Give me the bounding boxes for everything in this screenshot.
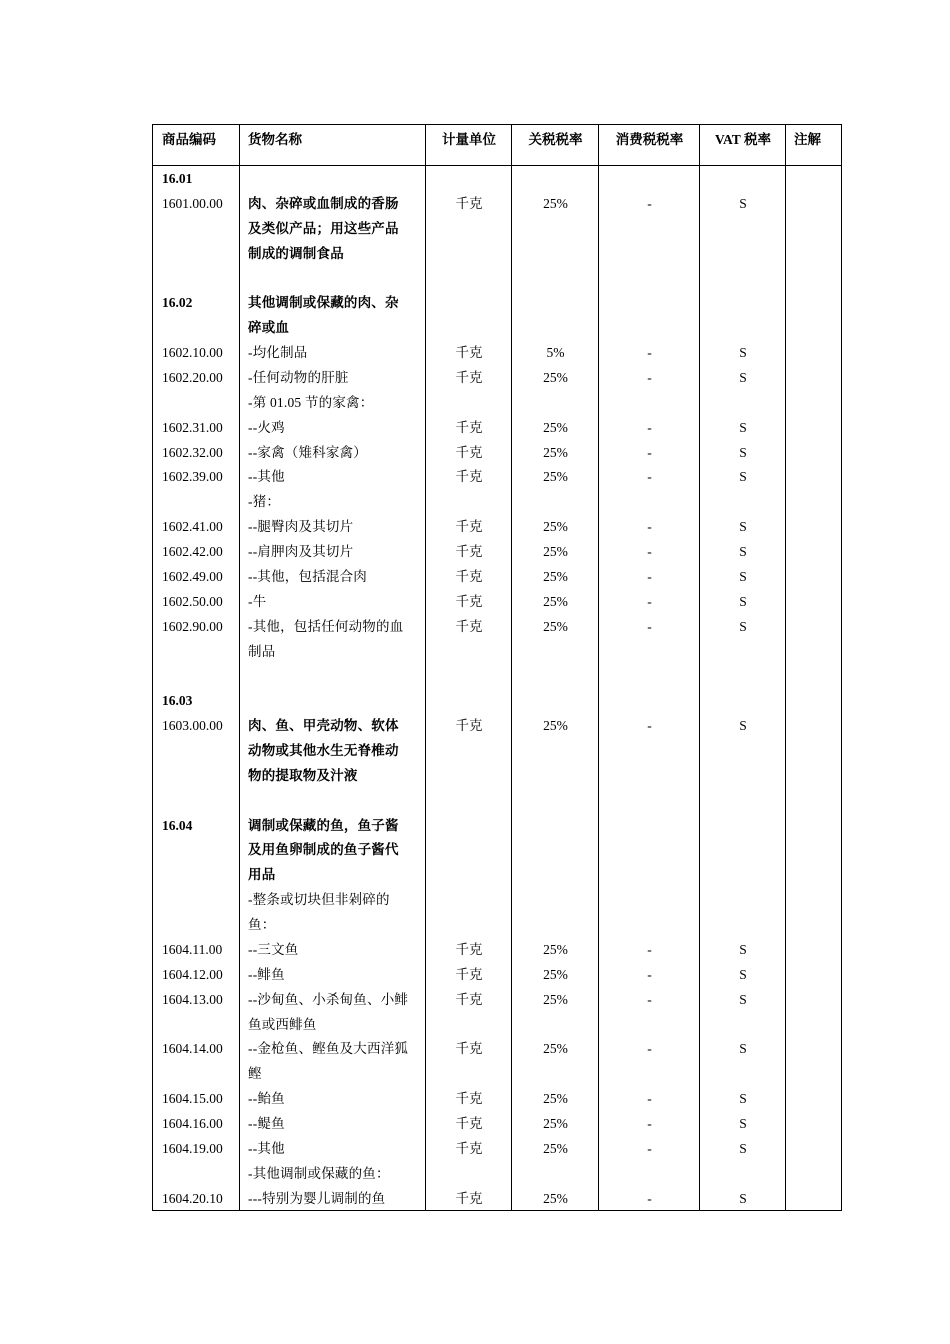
cell-code: 1602.31.00 <box>162 419 223 435</box>
cell-excise: - <box>647 469 652 485</box>
cell-vat: S <box>739 718 747 734</box>
cell-name: --腿臀肉及其切片 <box>248 519 354 535</box>
table-row <box>153 1161 841 1186</box>
cell-unit: 千克 <box>455 941 483 957</box>
cell-tariff: 25% <box>543 568 568 584</box>
cell-excise: - <box>647 419 652 435</box>
cell-tariff: 25% <box>543 519 568 535</box>
cell-tariff: 25% <box>543 618 568 634</box>
cell-vat: S <box>739 469 747 485</box>
cell-tariff: 25% <box>543 1190 568 1206</box>
cell-code: 1604.15.00 <box>162 1091 223 1107</box>
cell-excise: - <box>647 345 652 361</box>
cell-tariff: 5% <box>546 345 565 361</box>
cell-code: 1603.00.00 <box>162 718 223 734</box>
cell-code: 1604.20.10 <box>162 1190 223 1206</box>
cell-name: 调制或保藏的鱼，鱼子酱 <box>248 817 399 833</box>
cell-vat: S <box>739 1190 747 1206</box>
table-row <box>153 390 841 415</box>
cell-unit: 千克 <box>455 444 483 460</box>
tariff-table <box>152 124 842 1211</box>
cell-name: 及用鱼卵制成的鱼子酱代 <box>248 842 399 858</box>
cell-unit: 千克 <box>455 1140 483 1156</box>
cell-unit: 千克 <box>455 544 483 560</box>
cell-name: 肉、杂碎或血制成的香肠 <box>248 195 399 211</box>
cell-tariff: 25% <box>543 1091 568 1107</box>
cell-excise: - <box>647 618 652 634</box>
cell-excise: - <box>647 1116 652 1132</box>
cell-excise: - <box>647 544 652 560</box>
cell-name: --鲱鱼 <box>248 966 285 982</box>
table-row <box>153 962 841 987</box>
cell-unit: 千克 <box>455 519 483 535</box>
cell-tariff: 25% <box>543 444 568 460</box>
cell-excise: - <box>647 941 652 957</box>
cell-vat: S <box>739 941 747 957</box>
cell-code: 1602.32.00 <box>162 444 223 460</box>
cell-vat: S <box>739 618 747 634</box>
cell-tariff: 25% <box>543 1140 568 1156</box>
header-tariff: 关税税率 <box>528 132 583 147</box>
cell-name: 制品 <box>248 643 276 659</box>
cell-vat: S <box>739 593 747 609</box>
cell-name: --火鸡 <box>248 419 285 435</box>
cell-unit: 千克 <box>455 618 483 634</box>
table-row <box>153 365 841 390</box>
table-row <box>153 241 841 266</box>
cell-unit: 千克 <box>455 1116 483 1132</box>
table-row <box>153 639 841 664</box>
table-row <box>153 564 841 589</box>
cell-unit: 千克 <box>455 469 483 485</box>
cell-vat: S <box>739 1041 747 1057</box>
cell-name: 及类似产品；用这些产品 <box>248 220 399 236</box>
cell-code: 1602.42.00 <box>162 544 223 560</box>
cell-tariff: 25% <box>543 593 568 609</box>
table-row <box>153 912 841 937</box>
cell-unit: 千克 <box>455 568 483 584</box>
table-row <box>153 1086 841 1111</box>
cell-name: -整条或切块但非剁碎的 <box>248 892 390 908</box>
cell-name: -其他调制或保藏的鱼： <box>248 1165 390 1181</box>
table-row <box>153 539 841 564</box>
cell-code: 1604.14.00 <box>162 1041 223 1057</box>
cell-code: 1601.00.00 <box>162 195 223 211</box>
cell-excise: - <box>647 369 652 385</box>
cell-code: 1604.19.00 <box>162 1140 223 1156</box>
cell-excise: - <box>647 966 652 982</box>
table-row <box>153 1136 841 1161</box>
cell-name: 其他调制或保藏的肉、杂 <box>248 295 399 311</box>
cell-tariff: 25% <box>543 195 568 211</box>
cell-excise: - <box>647 1190 652 1206</box>
cell-code: 1602.50.00 <box>162 593 223 609</box>
cell-name: 用品 <box>248 867 276 883</box>
cell-code: 1602.39.00 <box>162 469 223 485</box>
table-row <box>153 589 841 614</box>
cell-vat: S <box>739 419 747 435</box>
cell-excise: - <box>647 593 652 609</box>
table-row <box>153 514 841 539</box>
cell-code: 1602.49.00 <box>162 568 223 584</box>
table-row <box>153 862 841 887</box>
header-unit: 计量单位 <box>442 132 496 147</box>
cell-code: 1604.12.00 <box>162 966 223 982</box>
cell-code: 1604.11.00 <box>162 941 223 957</box>
cell-excise: - <box>647 1041 652 1057</box>
cell-name: ---特别为婴儿调制的鱼 <box>248 1190 386 1206</box>
cell-vat: S <box>739 519 747 535</box>
cell-code: 16.04 <box>162 817 193 833</box>
cell-vat: S <box>739 195 747 211</box>
cell-vat: S <box>739 568 747 584</box>
cell-vat: S <box>739 966 747 982</box>
header-code: 商品编码 <box>162 132 216 147</box>
cell-name: -猪： <box>248 494 281 510</box>
table-row <box>153 191 841 216</box>
cell-code: 16.02 <box>162 295 193 311</box>
table-row <box>153 1061 841 1086</box>
cell-name: --金枪鱼、鲣鱼及大西洋狐 <box>248 1041 409 1057</box>
cell-name: --其他 <box>248 469 285 485</box>
header-note: 注解 <box>794 132 821 147</box>
cell-code: 16.03 <box>162 693 193 709</box>
cell-code: 1604.13.00 <box>162 991 223 1007</box>
table-row <box>153 614 841 639</box>
cell-name: --肩胛肉及其切片 <box>248 544 354 560</box>
cell-name: 物的提取物及汁液 <box>248 767 358 783</box>
cell-excise: - <box>647 444 652 460</box>
table-row <box>153 738 841 763</box>
cell-excise: - <box>647 568 652 584</box>
cell-tariff: 25% <box>543 1116 568 1132</box>
table-row <box>153 688 841 713</box>
table-row <box>153 1111 841 1136</box>
cell-code: 1604.16.00 <box>162 1116 223 1132</box>
cell-tariff: 25% <box>543 419 568 435</box>
cell-excise: - <box>647 195 652 211</box>
cell-unit: 千克 <box>455 195 483 211</box>
cell-name: -其他，包括任何动物的血 <box>248 618 404 634</box>
cell-unit: 千克 <box>455 1091 483 1107</box>
cell-vat: S <box>739 544 747 560</box>
cell-name: 鱼： <box>248 917 276 933</box>
cell-excise: - <box>647 991 652 1007</box>
cell-vat: S <box>739 444 747 460</box>
table-row <box>153 415 841 440</box>
table-row <box>153 813 841 838</box>
cell-vat: S <box>739 345 747 361</box>
cell-name: --家禽（雉科家禽） <box>248 444 367 460</box>
header-name: 货物名称 <box>248 132 302 147</box>
cell-vat: S <box>739 369 747 385</box>
table-row <box>153 290 841 315</box>
table-row <box>153 1186 841 1211</box>
cell-unit: 千克 <box>455 369 483 385</box>
cell-excise: - <box>647 1091 652 1107</box>
cell-name: 鱼或西鲱鱼 <box>248 1016 317 1032</box>
table-row <box>153 887 841 912</box>
cell-tariff: 25% <box>543 1041 568 1057</box>
cell-excise: - <box>647 519 652 535</box>
cell-tariff: 25% <box>543 544 568 560</box>
cell-name: --鳀鱼 <box>248 1116 285 1132</box>
cell-name: --鲐鱼 <box>248 1091 285 1107</box>
cell-code: 1602.20.00 <box>162 369 223 385</box>
cell-code: 16.01 <box>162 171 193 186</box>
table-row <box>153 987 841 1012</box>
cell-excise: - <box>647 1140 652 1156</box>
cell-name: 碎或血 <box>248 320 290 336</box>
table-row <box>153 166 841 191</box>
cell-unit: 千克 <box>455 991 483 1007</box>
header-excise: 消费税税率 <box>615 132 684 147</box>
cell-tariff: 25% <box>543 369 568 385</box>
header-vat: VAT 税率 <box>715 132 771 147</box>
cell-unit: 千克 <box>455 345 483 361</box>
cell-name: -任何动物的肝脏 <box>248 369 349 385</box>
cell-vat: S <box>739 1091 747 1107</box>
table-row <box>153 937 841 962</box>
table-row <box>153 216 841 241</box>
cell-unit: 千克 <box>455 419 483 435</box>
table-row <box>153 464 841 489</box>
cell-unit: 千克 <box>455 718 483 734</box>
cell-name: 制成的调制食品 <box>248 245 344 261</box>
cell-name: 肉、鱼、甲壳动物、软体 <box>248 718 399 734</box>
cell-vat: S <box>739 991 747 1007</box>
cell-vat: S <box>739 1116 747 1132</box>
cell-unit: 千克 <box>455 1190 483 1206</box>
cell-tariff: 25% <box>543 469 568 485</box>
cell-unit: 千克 <box>455 1041 483 1057</box>
cell-unit: 千克 <box>455 966 483 982</box>
cell-name: --其他 <box>248 1140 285 1156</box>
cell-code: 1602.41.00 <box>162 519 223 535</box>
cell-name: --其他，包括混合肉 <box>248 568 367 584</box>
cell-name: 动物或其他水生无脊椎动 <box>248 743 399 758</box>
table-row <box>153 489 841 514</box>
cell-tariff: 25% <box>543 966 568 982</box>
cell-excise: - <box>647 718 652 734</box>
cell-code: 1602.90.00 <box>162 618 223 634</box>
cell-code: 1602.10.00 <box>162 345 223 361</box>
cell-name: -牛 <box>248 593 267 609</box>
cell-tariff: 25% <box>543 941 568 957</box>
cell-name: -均化制品 <box>248 345 308 361</box>
cell-unit: 千克 <box>455 593 483 609</box>
cell-name: -第 01.05 节的家禽： <box>248 394 374 410</box>
table-row <box>153 1036 841 1061</box>
cell-tariff: 25% <box>543 991 568 1007</box>
table-row <box>153 1012 841 1037</box>
cell-name: --三文鱼 <box>248 941 299 957</box>
table-row <box>153 315 841 340</box>
cell-tariff: 25% <box>543 718 568 734</box>
table-row <box>153 837 841 862</box>
table-row <box>153 440 841 465</box>
table-row <box>153 340 841 365</box>
table-row <box>153 713 841 738</box>
cell-name: 鲣 <box>248 1066 262 1082</box>
cell-vat: S <box>739 1140 747 1156</box>
cell-name: --沙甸鱼、小杀甸鱼、小鲱 <box>248 991 409 1007</box>
table-row <box>153 763 841 788</box>
